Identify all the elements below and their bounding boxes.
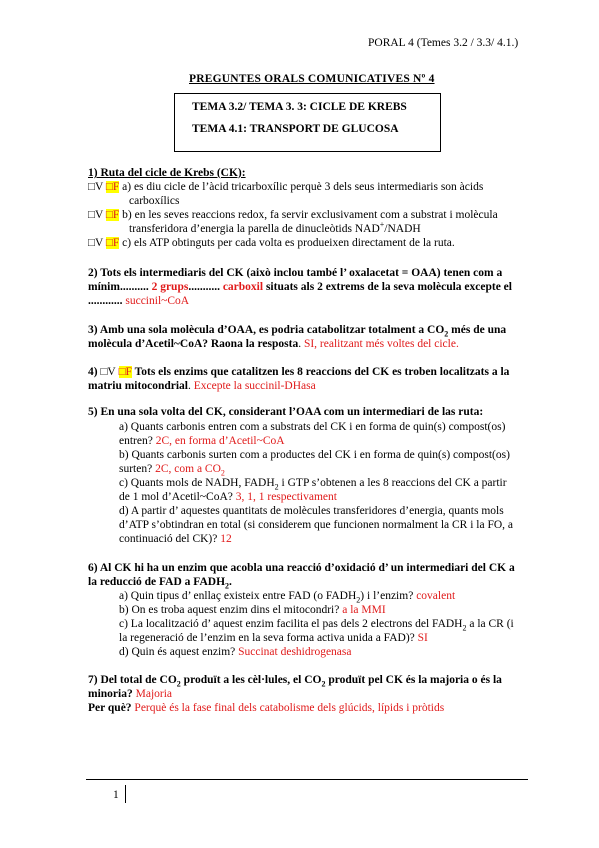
q5b-sub: 2 — [220, 468, 225, 478]
q6d-text: d) Quin és aquest enzim? — [119, 646, 239, 658]
q5b-answer: 2C, com a CO — [155, 463, 221, 475]
q6c-text-3: la regeneració de l’enzim en la seva forma activa unida a FAD)? — [119, 632, 418, 644]
q3-dot: . — [298, 338, 304, 350]
q5a-answer: 2C, en forma d’Acetil~CoA — [155, 435, 285, 447]
q1b-option-f[interactable]: □F — [105, 209, 120, 221]
q1c-option-v[interactable]: □V — [88, 237, 104, 249]
q6a-line — [119, 590, 455, 603]
q4-number: 4) — [88, 366, 101, 378]
q3-text-1: 3) Amb una sola molècula d’OAA, es podria catabolitzar totalment a CO — [88, 324, 445, 336]
topic-line-2: TEMA 4.1: TRANSPORT DE GLUCOSA — [192, 123, 399, 135]
q4-text-2: matriu mitocondrial — [88, 380, 188, 392]
q7-line-3 — [88, 702, 444, 715]
q5c-text-3: de 1 mol d’Acetil~CoA? — [119, 491, 236, 503]
q6a-text-end: ) i l’enzim? — [360, 590, 417, 602]
q6b-line — [119, 604, 386, 617]
page-number: 1 — [113, 789, 119, 801]
footer-rule — [86, 779, 528, 780]
page-header: PORAL 4 (Temes 3.2 / 3.3/ 4.1.) — [368, 37, 519, 49]
q4-dot: . — [187, 380, 194, 392]
q5c-line-2 — [119, 491, 337, 504]
q4-answer: Excepte la succinil-DHasa — [193, 380, 316, 392]
q5d-line-3 — [119, 533, 232, 546]
q4-option-f[interactable]: □F — [118, 366, 132, 378]
q3-line-2 — [88, 338, 459, 351]
q5a-text: entren? — [119, 435, 156, 447]
q5c-text-2: i GTP s’obtenen a les 8 reaccions del CK a partir — [278, 477, 507, 489]
q6a-text: a) Quin tipus d’ enllaç existeix entre FAD (o FADH — [119, 590, 357, 602]
q7-text-1: 7) Del total de CO — [88, 674, 177, 686]
q3-answer: SI, realitzant més voltes del cicle. — [303, 338, 459, 350]
q6-text: la reducció de FAD a FADH — [88, 576, 226, 588]
q7-answer-1: Majoria — [135, 688, 173, 700]
q6-sub: 2 — [225, 581, 230, 591]
topic-box — [174, 93, 441, 152]
q1a-option-f[interactable]: □F — [105, 181, 120, 193]
q5b-line-1: b) Quants carbonis surten com a productes del CK i en forma de quin(s) compost(os) — [119, 449, 510, 461]
q5c-sub: 2 — [274, 482, 279, 492]
q1c-option-f[interactable]: □F — [105, 237, 120, 249]
q6c-text-1: c) La localització d’ aquest enzim facilita el pas dels 2 electrons del FADH — [119, 618, 463, 630]
q3-text-2: més de una — [448, 324, 507, 336]
q5c-text-1: c) Quants mols de NADH, FADH — [119, 477, 275, 489]
q1c-row — [88, 237, 455, 250]
q6c-text-2: a la CR (i — [466, 618, 514, 630]
q5d-line-2: d’ATP s’obtindran en total (si considerem que funcionen normalment la CR i la FO, a — [119, 519, 514, 531]
q7-answer-2: Perquè és la fase final dels catabolisme dels glúcids, lípids i pròtids — [134, 702, 445, 714]
q7-text-2: produït a les cèl·lules, el CO — [180, 674, 322, 686]
q2-blank-1: mínim.......... — [88, 281, 152, 293]
q1b-text: b) en les seves reaccions redox, fa servir exclusivament com a substrat i molècula — [122, 209, 498, 221]
q3-line-1 — [88, 324, 506, 337]
q1b-cont-end: /NADH — [384, 223, 421, 235]
q5b-line-2 — [119, 463, 225, 476]
q1a-text-cont: carboxílics — [129, 195, 180, 207]
q1b-text-cont — [129, 220, 421, 236]
q1a-option-v[interactable]: □V — [88, 181, 104, 193]
q7-text-4: minoria? — [88, 688, 136, 700]
q1a-row — [88, 181, 483, 194]
q1c-text: c) els ATP obtinguts per cada volta es produeixen directament de la ruta. — [122, 237, 455, 249]
q2-answer-2: carboxil — [222, 281, 264, 293]
q5b-text: surten? — [119, 463, 156, 475]
q6b-answer: a la MMI — [342, 604, 386, 616]
q5a-line-1: a) Quants carbonis entren com a substrats del CK i en forma de quin(s) compost(os) — [119, 421, 506, 433]
q6d-answer: Succinat deshidrogenasa — [238, 646, 352, 658]
q7-line-2 — [88, 688, 172, 701]
q1b-cont-main: transferidora d’energia la parella de dinucleòtids NAD — [129, 223, 380, 235]
q5d-line-1: d) A partir d’ aquestes quantitats de molècules transferidores d’energia, quants mols — [119, 505, 504, 517]
q6a-sub: 2 — [356, 595, 361, 605]
q5c-answer: 3, 1, 1 respectivament — [235, 491, 337, 503]
q5d-answer: 12 — [220, 533, 232, 545]
q1b-option-v[interactable]: □V — [88, 209, 104, 221]
q1a-text: a) es diu cicle de l’àcid tricarboxílic perquè 3 dels seus intermediaris son àcids — [122, 181, 484, 193]
q5a-line-2 — [119, 435, 285, 448]
q7-text-5: Per què? — [88, 702, 135, 714]
q6c-line-1 — [119, 618, 514, 631]
q6c-sub: 2 — [462, 623, 467, 633]
q6-dot: . — [229, 576, 232, 588]
q6d-line — [119, 646, 352, 659]
q6c-answer: SI — [417, 632, 428, 644]
q3-sub: 2 — [444, 329, 449, 339]
q6c-line-2 — [119, 632, 428, 645]
q5c-line-1 — [119, 477, 507, 490]
q7-sub-1: 2 — [176, 679, 181, 689]
q4-line-1 — [88, 366, 509, 379]
q2-blank-3: ............ — [88, 295, 126, 307]
q6-line-2 — [88, 576, 232, 589]
q7-sub-2: 2 — [321, 679, 326, 689]
q2-answer-3: succinil~CoA — [125, 295, 190, 307]
q1-heading: 1) Ruta del cicle de Krebs (CK): — [88, 167, 246, 179]
q5d-text: continuació del CK)? — [119, 533, 221, 545]
footer-divider — [125, 785, 126, 803]
q3-text-3: molècula d’Acetil~CoA? Raona la resposta — [88, 338, 299, 350]
q6-line-1: 6) Al CK hi ha un enzim que acobla una reacció d’oxidació d’ un intermediari del CK a — [88, 562, 515, 574]
q2-line-3 — [88, 295, 189, 308]
document-title: PREGUNTES ORALS COMUNICATIVES Nº 4 — [189, 73, 435, 85]
topic-line-1: TEMA 3.2/ TEMA 3. 3: CICLE DE KREBS — [192, 101, 407, 113]
q2-text: situats als 2 extrems de la seva molècula excepte el — [263, 281, 512, 293]
q1b-sup: + — [379, 220, 385, 230]
q2-line-2 — [88, 281, 512, 294]
q4-text: Tots els enzims que catalitzen les 8 reaccions del CK es troben localitzats a la — [131, 366, 510, 378]
q1b-row — [88, 209, 498, 222]
q6a-answer: covalent — [416, 590, 456, 602]
q4-option-v[interactable]: □V — [100, 366, 116, 378]
q2-line-1: 2) Tots els intermediaris del CK (això inclou també l’ oxalacetat = OAA) tenen com a — [88, 267, 503, 279]
q4-line-2 — [88, 380, 316, 393]
q6b-text: b) On es troba aquest enzim dins el mitocondri? — [119, 604, 343, 616]
q5-heading: 5) En una sola volta del CK, considerant l’OAA com un intermediari de las ruta: — [88, 406, 484, 418]
q2-blank-2: ........... — [188, 281, 223, 293]
q2-answer-1: 2 grups — [151, 281, 189, 293]
q7-line-1 — [88, 674, 502, 687]
q7-text-3: produït pel CK és la majoria o és la — [325, 674, 502, 686]
